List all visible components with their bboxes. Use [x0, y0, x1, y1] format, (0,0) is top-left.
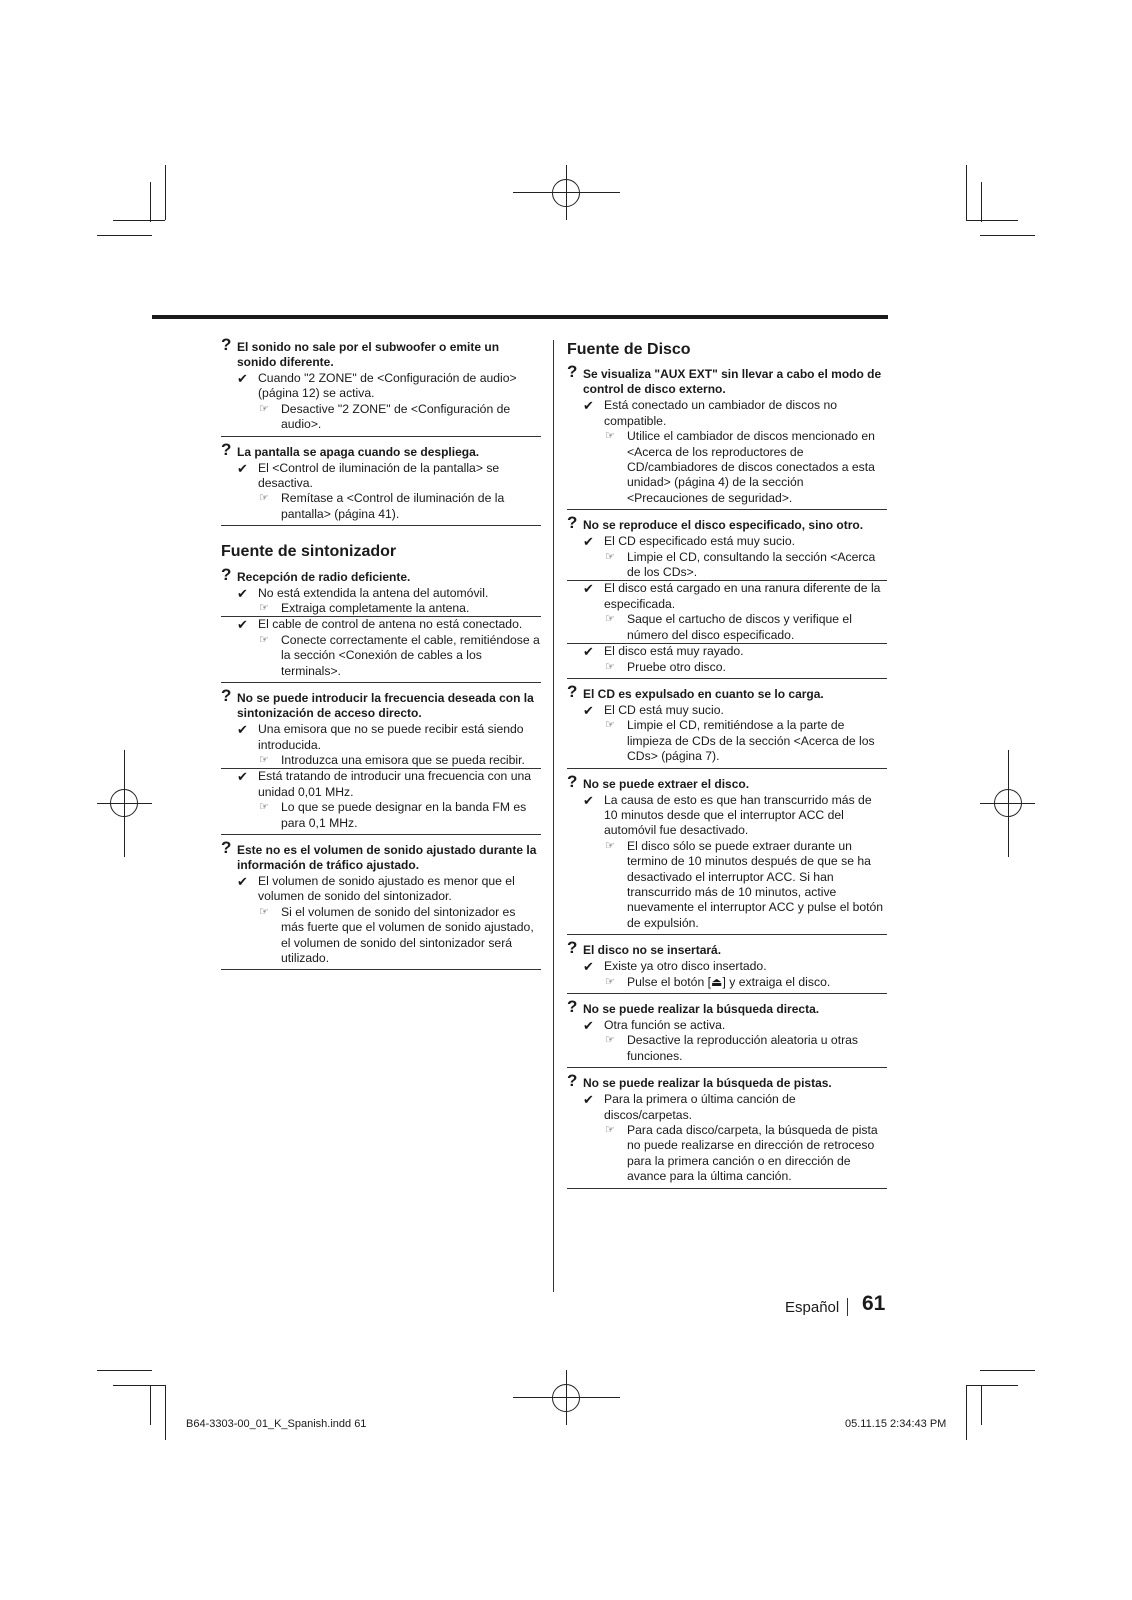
check-icon: ✔ [237, 722, 248, 738]
question-mark-icon: ? [221, 439, 232, 459]
question-mark-icon: ? [221, 837, 232, 857]
section-title-tuner: Fuente de sintonizador [221, 543, 397, 561]
page-number: 61 [862, 1292, 886, 1315]
disc-items [567, 362, 887, 1188]
column-divider [553, 340, 554, 1292]
remedy [567, 660, 887, 675]
remedy [221, 905, 541, 967]
question-mark-icon: ? [567, 1071, 578, 1091]
cause [567, 703, 887, 718]
cause-text: Está conectado un cambiador de discos no compatible. [604, 398, 838, 428]
troubleshoot-item [567, 681, 887, 769]
question-text: El sonido no sale por el subwoofer o emite un sonido diferente. [237, 340, 500, 369]
troubleshoot-item [567, 938, 887, 994]
remedy [567, 550, 887, 581]
slug-file: B64-3303-00_01_K_Spanish.indd 61 [186, 1418, 367, 1430]
remedy-text: Si el volumen de sonido del sintonizador es más fuerte que el volumen de sonido ajustado, el volumen de sonido del sintonizador será utilizado. [281, 904, 534, 965]
question-text: El CD es expulsado en cuanto se lo carga. [583, 686, 824, 701]
remedy-icon: ☞ [605, 430, 615, 443]
troubleshoot-item [567, 997, 887, 1068]
remedy-icon: ☞ [259, 402, 269, 415]
remedy-text: Lo que se puede designar en la banda FM es para 0,1 MHz. [281, 800, 527, 830]
question [221, 564, 541, 585]
question [221, 335, 541, 370]
cause-text: El CD especificado está muy sucio. [604, 534, 796, 549]
remedy-text: Limpie el CD, remitiéndose a la parte de limpieza de CDs de la sección <Acerca de los CDs> (página 7). [627, 718, 875, 764]
footer-language: Español [785, 1299, 840, 1316]
cause [567, 643, 887, 659]
header-rule [152, 315, 888, 319]
question [567, 362, 887, 397]
question-mark-icon: ? [221, 335, 232, 354]
question-text: No se puede introducir la frecuencia deseada con la sintonización de acceso directo. [237, 691, 534, 721]
question-text: La pantalla se apaga cuando se despliega. [237, 444, 480, 459]
cause-text: El CD está muy sucio. [604, 702, 724, 717]
remedy [567, 718, 887, 764]
question [567, 513, 887, 533]
troubleshoot-item [221, 439, 541, 527]
question [567, 681, 887, 702]
remedy-text: Pruebe otro disco. [627, 659, 726, 674]
remedy-text: Para cada disco/carpeta, la búsqueda de pista no puede realizarse en dirección de retroceso para la primera canción o en dirección de avance para la última canción. [627, 1123, 878, 1184]
cause [567, 580, 887, 612]
remedy [567, 429, 887, 506]
cause [221, 461, 541, 492]
remedy-text: Desactive "2 ZONE" de <Configuración de audio>. [281, 401, 511, 432]
cause [221, 768, 541, 800]
cause [567, 959, 887, 974]
check-icon: ✔ [237, 460, 248, 476]
check-icon: ✔ [237, 585, 248, 601]
remedy-text: Desactive la reproducción aleatoria u otras funciones. [627, 1033, 859, 1063]
question-text: No se puede realizar la búsqueda directa. [583, 1002, 820, 1016]
cause [567, 1018, 887, 1033]
check-icon: ✔ [237, 769, 248, 785]
remedy-icon: ☞ [259, 633, 269, 646]
cause [567, 1092, 887, 1123]
troubleshoot-item [221, 335, 541, 437]
check-icon: ✔ [583, 702, 594, 718]
question-mark-icon: ? [221, 564, 232, 584]
question-text: El disco no se insertará. [583, 943, 722, 958]
remedy-icon: ☞ [605, 613, 615, 626]
question-mark-icon: ? [221, 686, 232, 706]
question [567, 1071, 887, 1091]
cause-text: Existe ya otro disco insertado. [604, 959, 767, 974]
remedy-text: Remítase a <Control de iluminación de la pantalla> (página 41). [281, 491, 505, 521]
check-icon: ✔ [583, 792, 594, 808]
question [567, 938, 887, 958]
question [567, 997, 887, 1017]
cause [567, 793, 887, 839]
question [221, 837, 541, 873]
cause-text: Cuando "2 ZONE" de <Configuración de audio> (página 12) se activa. [258, 371, 517, 401]
cause-text: El cable de control de antena no está conectado. [258, 617, 523, 632]
remedy-icon: ☞ [259, 602, 269, 615]
cause-text: La causa de esto es que han transcurrido más de 10 minutos desde que el interruptor ACC del automóvil fue desactivado. [604, 792, 872, 838]
question-mark-icon: ? [567, 938, 578, 958]
cause [567, 534, 887, 549]
remedy-text: El disco sólo se puede extraer durante un termino de 10 minutos después de que se ha desactivado el interruptor ACC. Si han transcurrido más de 10 minutos, active nuevamente el interruptor ACC y pulse el botón de expulsión. [627, 838, 884, 930]
remedy-text: Saque el cartucho de discos y verifique el número del disco especificado. [627, 612, 852, 642]
check-icon: ✔ [583, 644, 594, 660]
tuner-items [221, 564, 541, 971]
remedy-text: Extraiga completamente la antena. [281, 601, 470, 616]
remedy-text: Conecte correctamente el cable, remitiéndose a la sección <Conexión de cables a los terminals>. [281, 632, 540, 678]
remedy-icon: ☞ [259, 753, 269, 766]
question-text: Este no es el volumen de sonido ajustado durante la información de tráfico ajustado. [237, 842, 537, 872]
slug-timestamp: 05.11.15 2:34:43 PM [845, 1418, 947, 1430]
cause [221, 874, 541, 905]
troubleshoot-item [221, 564, 541, 683]
remedy-icon: ☞ [605, 550, 615, 563]
remedy-icon: ☞ [605, 839, 615, 852]
troubleshoot-item [567, 771, 887, 936]
troubleshoot-item [567, 513, 887, 679]
intro-items [221, 335, 541, 526]
question-mark-icon: ? [567, 681, 578, 701]
remedy [221, 800, 541, 831]
question-text: Se visualiza "AUX EXT" sin llevar a cabo el modo de control de disco externo. [583, 367, 882, 397]
remedy [221, 601, 541, 616]
troubleshoot-item [567, 362, 887, 510]
question [221, 439, 541, 460]
remedy [567, 839, 887, 931]
troubleshoot-item [567, 1071, 887, 1188]
check-icon: ✔ [583, 534, 594, 550]
remedy-icon: ☞ [605, 719, 615, 732]
question-mark-icon: ? [567, 997, 578, 1016]
cause [221, 371, 541, 402]
cause-text: El <Control de iluminación de la pantalla> se desactiva. [258, 460, 500, 491]
remedy-icon: ☞ [259, 905, 269, 918]
cause-text: Está tratando de introducir una frecuencia con una unidad 0,01 MHz. [258, 769, 532, 799]
remedy [221, 753, 541, 768]
cause-text: El disco está muy rayado. [604, 644, 744, 659]
remedy-text: Introduzca una emisora que se pueda recibir. [281, 752, 525, 767]
remedy-icon: ☞ [605, 1124, 615, 1137]
left-column [221, 335, 541, 978]
check-icon: ✔ [237, 873, 248, 889]
check-icon: ✔ [583, 581, 594, 597]
question [221, 686, 541, 721]
cause [567, 398, 887, 429]
remedy-text: Pulse el botón [⏏] y extraiga el disco. [627, 974, 831, 989]
question-mark-icon: ? [567, 771, 578, 791]
check-icon: ✔ [583, 1018, 594, 1033]
question [567, 771, 887, 792]
remedy [567, 975, 887, 990]
remedy-icon: ☞ [605, 660, 615, 673]
check-icon: ✔ [583, 398, 594, 414]
check-icon: ✔ [583, 1092, 594, 1108]
cause [221, 586, 541, 601]
cause [221, 616, 541, 632]
remedy [567, 1033, 887, 1064]
question-mark-icon: ? [567, 513, 578, 533]
footer-separator [847, 1298, 848, 1316]
remedy [221, 633, 541, 679]
right-column [567, 340, 887, 1197]
check-icon: ✔ [583, 959, 594, 975]
cause-text: No está extendida la antena del automóvil. [258, 585, 489, 600]
cause-text: El volumen de sonido ajustado es menor que el volumen de sonido del sintonizador. [258, 873, 515, 904]
question-text: No se puede extraer el disco. [583, 776, 750, 791]
remedy-text: Limpie el CD, consultando la sección <Acerca de los CDs>. [627, 549, 876, 580]
question-mark-icon: ? [567, 362, 578, 382]
cause-text: El disco está cargado en una ranura diferente de la especificada. [604, 581, 881, 611]
cause-text: Otra función se activa. [604, 1018, 726, 1032]
cause-text: Para la primera o última canción de discos/carpetas. [604, 1092, 796, 1122]
cause [221, 722, 541, 753]
troubleshoot-item [221, 686, 541, 835]
remedy-icon: ☞ [605, 1034, 615, 1047]
check-icon: ✔ [237, 371, 248, 386]
remedy [221, 491, 541, 522]
remedy-icon: ☞ [605, 975, 615, 988]
troubleshoot-item [221, 837, 541, 970]
remedy [567, 1123, 887, 1185]
remedy-icon: ☞ [259, 801, 269, 814]
cause-text: Una emisora que no se puede recibir está siendo introducida. [258, 722, 524, 752]
check-icon: ✔ [237, 617, 248, 633]
remedy [221, 402, 541, 433]
question-text: No se reproduce el disco especificado, sino otro. [583, 518, 864, 533]
remedy [567, 612, 887, 643]
section-title-disc: Fuente de Disco [567, 341, 691, 358]
remedy-icon: ☞ [259, 492, 269, 505]
remedy-text: Utilice el cambiador de discos mencionado en <Acerca de los reproductores de CD/cambiadores de discos conectados a esta unidad> (página 4) de la sección <Precauciones de seguridad>. [627, 429, 875, 505]
question-text: No se puede realizar la búsqueda de pistas. [583, 1076, 832, 1091]
question-text: Recepción de radio deficiente. [237, 569, 411, 584]
